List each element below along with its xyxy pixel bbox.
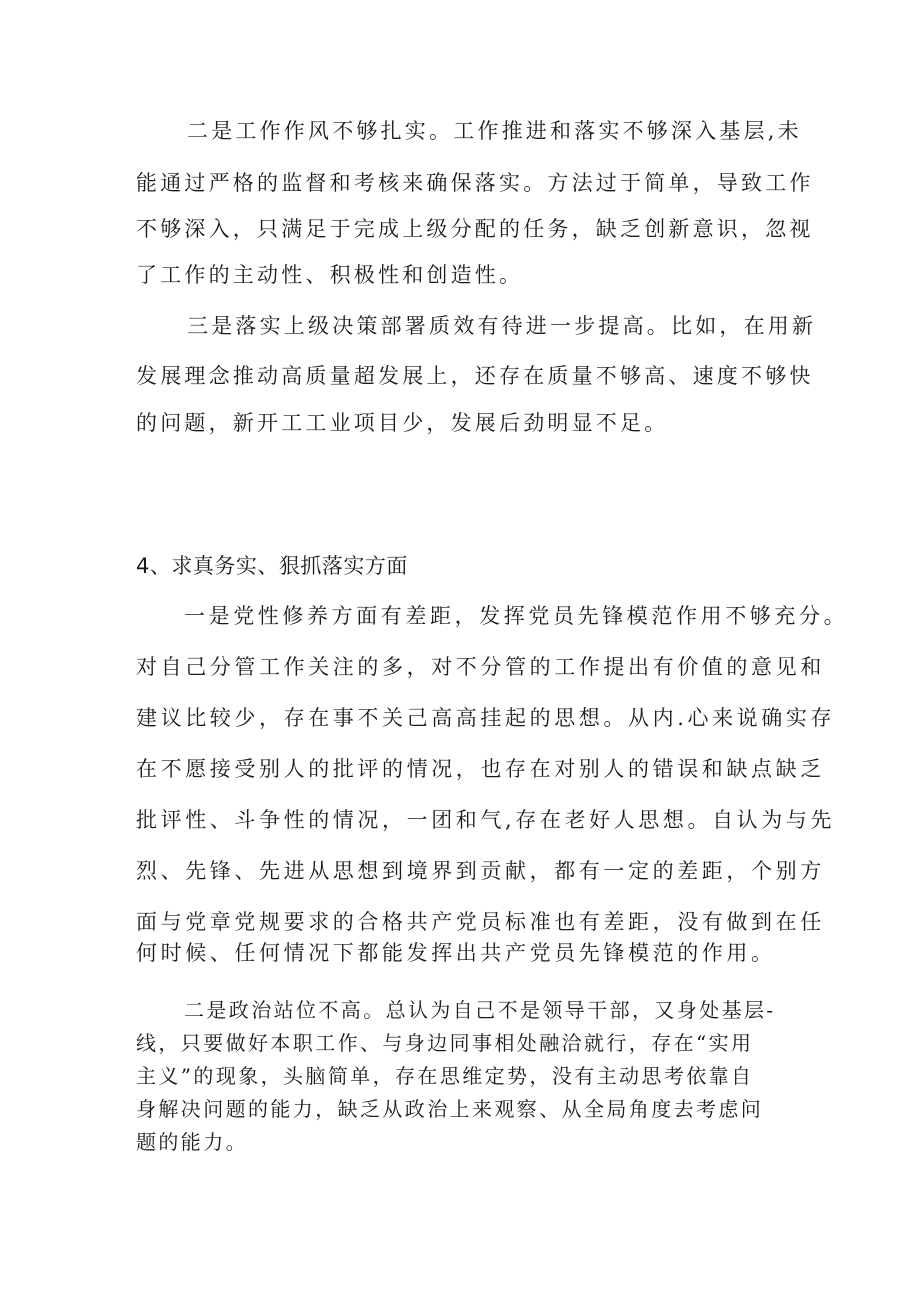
paragraph-line: 二是政治站位不高。总认为自己不是领导干部，又身处基层- (184, 998, 776, 1022)
paragraph-line: 二是工作作风不够扎实。工作推进和落实不够深入基层,未 (187, 119, 802, 143)
paragraph-line: 批评性、斗争性的情况，一团和气,存在老好人思想。自认为与先 (136, 808, 836, 832)
paragraph-line: 建议比较少，存在事不关己高高挂起的思想。从内.心来说确实存 (136, 706, 836, 730)
paragraph-line: 在不愿接受别人的批评的情况，也存在对别人的错误和缺点缺乏 (136, 757, 825, 781)
paragraph-line: 面与党章党规要求的合格共产党员标准也有差距，没有做到在任 (136, 910, 825, 934)
paragraph-line: 主义”的现象，头脑简单，存在思维定势，没有主动思考依靠自 (136, 1064, 754, 1088)
paragraph-line: 一是党性修养方面有差距，发挥党员先锋模范作用不够充分。 (184, 604, 849, 628)
paragraph-line: 何时候、任何情况下都能发挥出共产党员先锋模范的作用。 (136, 941, 776, 965)
paragraph-line: 三是落实上级决策部署质效有待进一步提高。比如，在用新 (187, 314, 817, 338)
paragraph-line: 发展理念推动高质量超发展上，还存在质量不够高、速度不够快 (136, 364, 814, 388)
paragraph-line: 题的能力。 (136, 1130, 248, 1154)
paragraph-line: 对自己分管工作关注的多，对不分管的工作提出有价值的意见和 (136, 655, 825, 679)
section-heading: 4、求真务实、狠抓落实方面 (136, 554, 408, 578)
paragraph-line: 烈、先锋、先进从思想到境界到贡献，都有一定的差距，个别方 (136, 859, 825, 883)
paragraph-line: 能通过严格的监督和考核来确保落实。方法过于简单，导致工作 (136, 171, 814, 195)
paragraph-line: 的问题，新开工工业项目少，发展后劲明显不足。 (136, 411, 669, 435)
paragraph-line: 了工作的主动性、积极性和创造性。 (136, 263, 524, 287)
paragraph-line: 不够深入，只满足于完成上级分配的任务，缺乏创新意识，忽视 (136, 217, 814, 241)
paragraph-line: 线，只要做好本职工作、与身边同事相处融洽就行，存在“实用 (136, 1031, 754, 1055)
paragraph-line: 身解决问题的能力，缺乏从政治上来观察、从全局角度去考虑问 (136, 1097, 764, 1121)
